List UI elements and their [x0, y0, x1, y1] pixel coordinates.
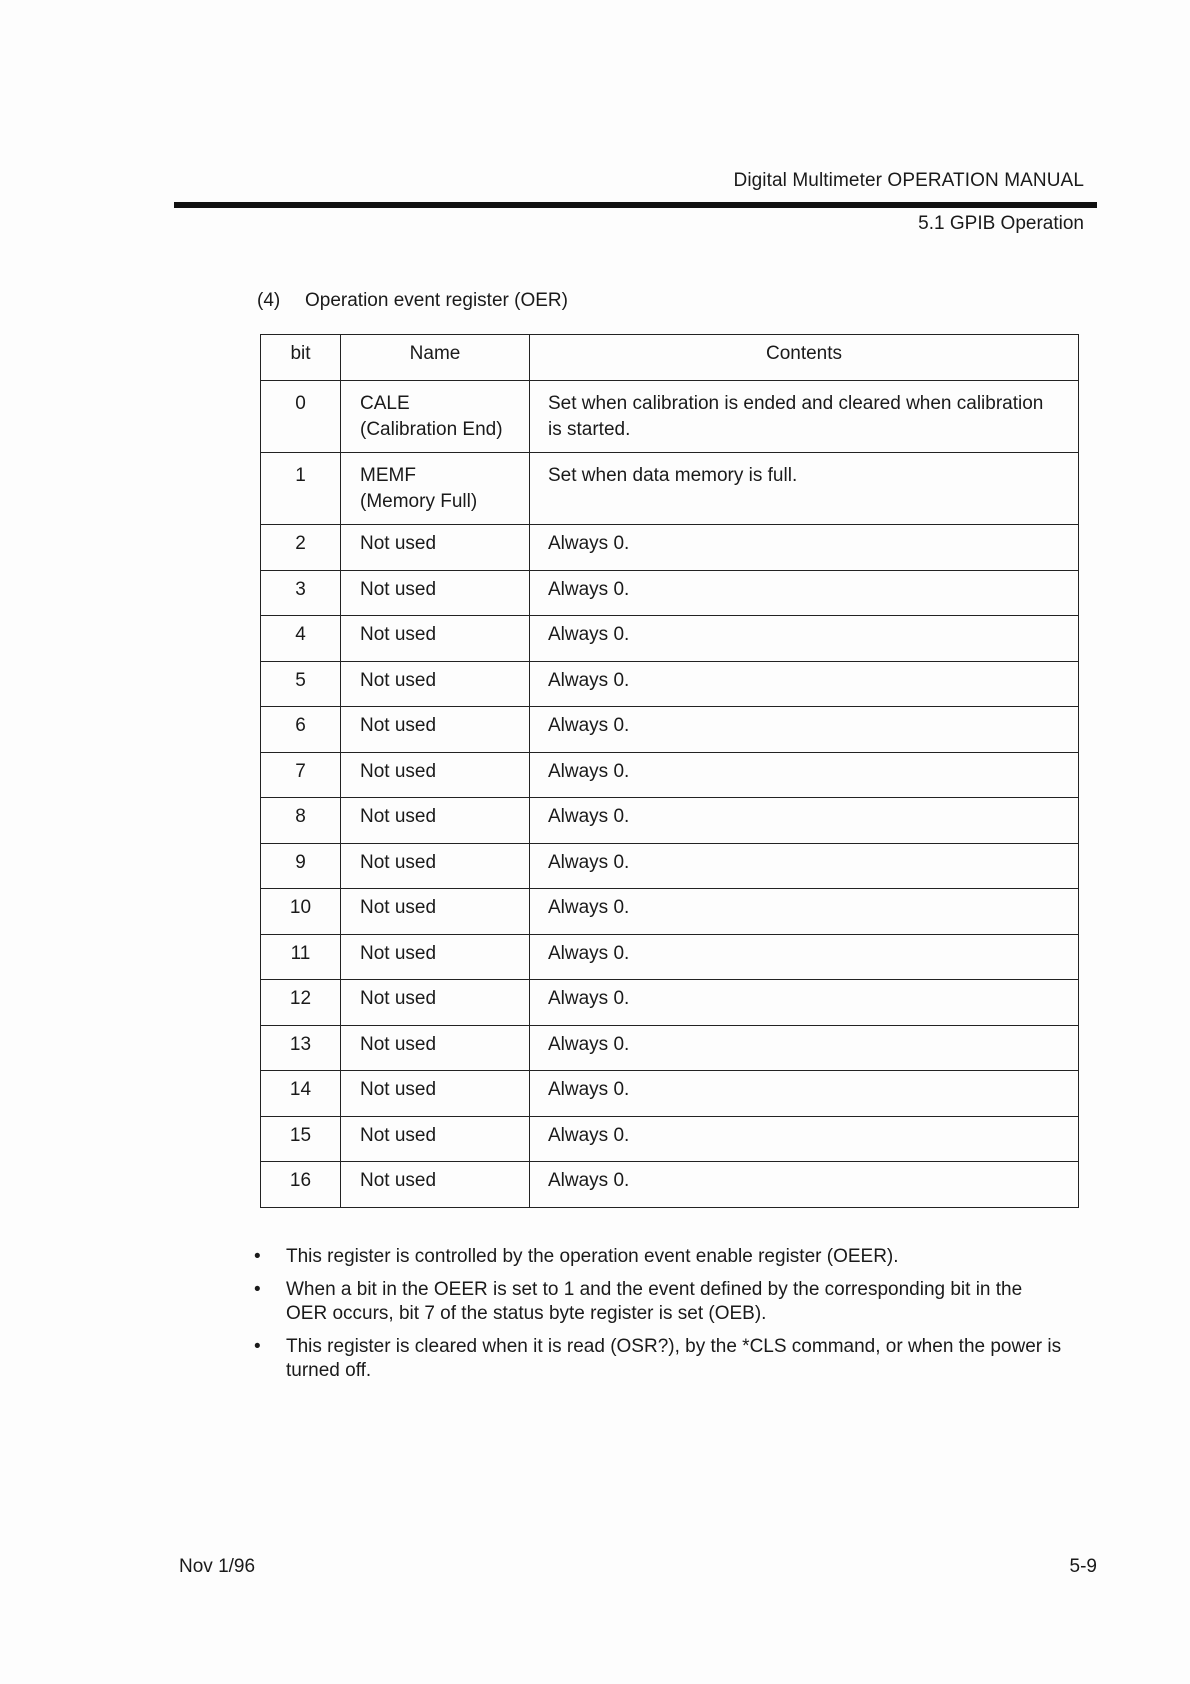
cell-contents-line: Always 0. — [548, 851, 630, 873]
table-row — [261, 1162, 1079, 1208]
cell-contents-line: Always 0. — [548, 533, 630, 554]
cell-name — [341, 1071, 530, 1117]
cell-contents — [530, 843, 1079, 889]
table-row — [261, 381, 1079, 453]
cell-bit: 12 — [261, 980, 341, 1026]
cell-contents-line: is started. — [548, 419, 631, 440]
cell-contents-line: Always 0. — [548, 897, 630, 918]
cell-name-line: MEMF — [360, 465, 416, 486]
section-number: (4) — [257, 290, 281, 311]
table-header-row — [261, 335, 1079, 381]
cell-bit: 9 — [261, 843, 341, 889]
cell-contents — [530, 1071, 1079, 1117]
cell-contents — [530, 934, 1079, 980]
section-heading — [257, 290, 568, 312]
cell-contents — [530, 381, 1079, 453]
cell-name-line: (Memory Full) — [360, 491, 478, 512]
bullet-icon: • — [254, 1279, 261, 1300]
cell-name — [341, 381, 530, 453]
cell-name-line: Not used — [360, 1124, 437, 1146]
cell-name-line: Not used — [360, 533, 437, 554]
note-line: turned off. — [286, 1360, 372, 1381]
cell-contents-line: Always 0. — [548, 1124, 630, 1146]
cell-contents-line: Always 0. — [548, 988, 630, 1009]
note-item — [252, 1278, 1102, 1326]
cell-contents-line: Always 0. — [548, 806, 630, 827]
cell-bit: 14 — [261, 1071, 341, 1117]
table-row — [261, 889, 1079, 935]
note-line: This register is controlled by the operation event enable register (OEER). — [286, 1246, 899, 1267]
cell-contents-line: Set when calibration is ended and cleared when calibration — [548, 393, 1044, 414]
cell-bit: 1 — [261, 453, 341, 525]
cell-contents — [530, 889, 1079, 935]
column-header-contents: Contents — [530, 335, 1079, 381]
cell-contents-line: Always 0. — [548, 1079, 630, 1100]
table-row — [261, 934, 1079, 980]
cell-name — [341, 661, 530, 707]
cell-name — [341, 707, 530, 753]
cell-contents — [530, 1162, 1079, 1208]
cell-bit: 2 — [261, 525, 341, 571]
cell-contents — [530, 1116, 1079, 1162]
cell-contents-line: Always 0. — [548, 1170, 630, 1191]
running-header-title: Digital Multimeter OPERATION MANUAL — [733, 170, 1084, 191]
cell-contents — [530, 525, 1079, 571]
cell-name — [341, 525, 530, 571]
cell-name — [341, 1025, 530, 1071]
table-row — [261, 661, 1079, 707]
cell-name — [341, 616, 530, 662]
cell-name-line: Not used — [360, 806, 437, 827]
cell-name-line: Not used — [360, 760, 437, 782]
cell-contents-line: Set when data memory is full. — [548, 465, 798, 486]
note-item — [252, 1245, 1102, 1269]
cell-name-line: Not used — [360, 669, 437, 691]
table-row — [261, 752, 1079, 798]
cell-contents — [530, 453, 1079, 525]
table-row — [261, 843, 1079, 889]
table-row — [261, 707, 1079, 753]
cell-contents — [530, 707, 1079, 753]
table-row — [261, 1116, 1079, 1162]
oer-table — [260, 334, 1079, 1208]
cell-contents-line: Always 0. — [548, 624, 630, 645]
cell-name — [341, 980, 530, 1026]
cell-name — [341, 752, 530, 798]
cell-bit: 13 — [261, 1025, 341, 1071]
cell-name-line: (Calibration End) — [360, 419, 503, 440]
notes-list — [252, 1245, 1102, 1392]
note-line: OER occurs, bit 7 of the status byte register is set (OEB). — [286, 1303, 767, 1324]
table-row — [261, 798, 1079, 844]
cell-name-line: Not used — [360, 578, 437, 600]
column-header-bit: bit — [261, 335, 341, 381]
cell-name-line: Not used — [360, 1033, 437, 1055]
cell-name — [341, 934, 530, 980]
cell-bit: 5 — [261, 661, 341, 707]
table-row — [261, 1071, 1079, 1117]
running-header-section: 5.1 GPIB Operation — [918, 213, 1084, 234]
cell-bit: 8 — [261, 798, 341, 844]
table-row — [261, 980, 1079, 1026]
section-title: Operation event register (OER) — [305, 290, 568, 311]
footer-date: Nov 1/96 — [179, 1556, 256, 1577]
cell-name-line: Not used — [360, 1079, 437, 1100]
cell-name-line: Not used — [360, 1170, 437, 1191]
cell-name-line: CALE — [360, 393, 410, 414]
cell-name-line: Not used — [360, 988, 437, 1009]
cell-bit: 11 — [261, 934, 341, 980]
cell-bit: 15 — [261, 1116, 341, 1162]
cell-contents — [530, 1025, 1079, 1071]
cell-bit: 0 — [261, 381, 341, 453]
cell-contents-line: Always 0. — [548, 715, 630, 736]
cell-name-line: Not used — [360, 897, 437, 918]
note-item — [252, 1335, 1102, 1383]
cell-name — [341, 570, 530, 616]
table-row — [261, 1025, 1079, 1071]
cell-bit: 7 — [261, 752, 341, 798]
cell-contents-line: Always 0. — [548, 669, 630, 691]
table-row — [261, 570, 1079, 616]
cell-contents-line: Always 0. — [548, 578, 630, 600]
cell-contents — [530, 980, 1079, 1026]
bullet-icon: • — [254, 1336, 261, 1357]
table-row — [261, 616, 1079, 662]
cell-name — [341, 798, 530, 844]
table-row — [261, 453, 1079, 525]
note-line: This register is cleared when it is read (OSR?), by the *CLS command, or when the power is — [286, 1336, 1062, 1357]
cell-contents — [530, 798, 1079, 844]
cell-contents-line: Always 0. — [548, 760, 630, 782]
cell-name-line: Not used — [360, 624, 437, 645]
cell-contents — [530, 661, 1079, 707]
cell-name — [341, 1116, 530, 1162]
header-rule — [174, 202, 1097, 208]
column-header-name: Name — [341, 335, 530, 381]
cell-contents — [530, 752, 1079, 798]
cell-name-line: Not used — [360, 715, 437, 736]
cell-contents-line: Always 0. — [548, 1033, 630, 1055]
cell-name — [341, 1162, 530, 1208]
cell-bit: 10 — [261, 889, 341, 935]
cell-bit: 4 — [261, 616, 341, 662]
cell-contents — [530, 616, 1079, 662]
cell-contents — [530, 570, 1079, 616]
cell-bit: 6 — [261, 707, 341, 753]
cell-name — [341, 843, 530, 889]
cell-contents-line: Always 0. — [548, 942, 630, 964]
cell-name-line: Not used — [360, 851, 437, 873]
cell-name-line: Not used — [360, 942, 437, 964]
cell-name — [341, 453, 530, 525]
cell-bit: 3 — [261, 570, 341, 616]
table-row — [261, 525, 1079, 571]
footer-page-number: 5-9 — [1069, 1556, 1097, 1577]
cell-name — [341, 889, 530, 935]
cell-bit: 16 — [261, 1162, 341, 1208]
note-line: When a bit in the OEER is set to 1 and the event defined by the corresponding bit in the — [286, 1279, 1023, 1300]
bullet-icon: • — [254, 1246, 261, 1267]
